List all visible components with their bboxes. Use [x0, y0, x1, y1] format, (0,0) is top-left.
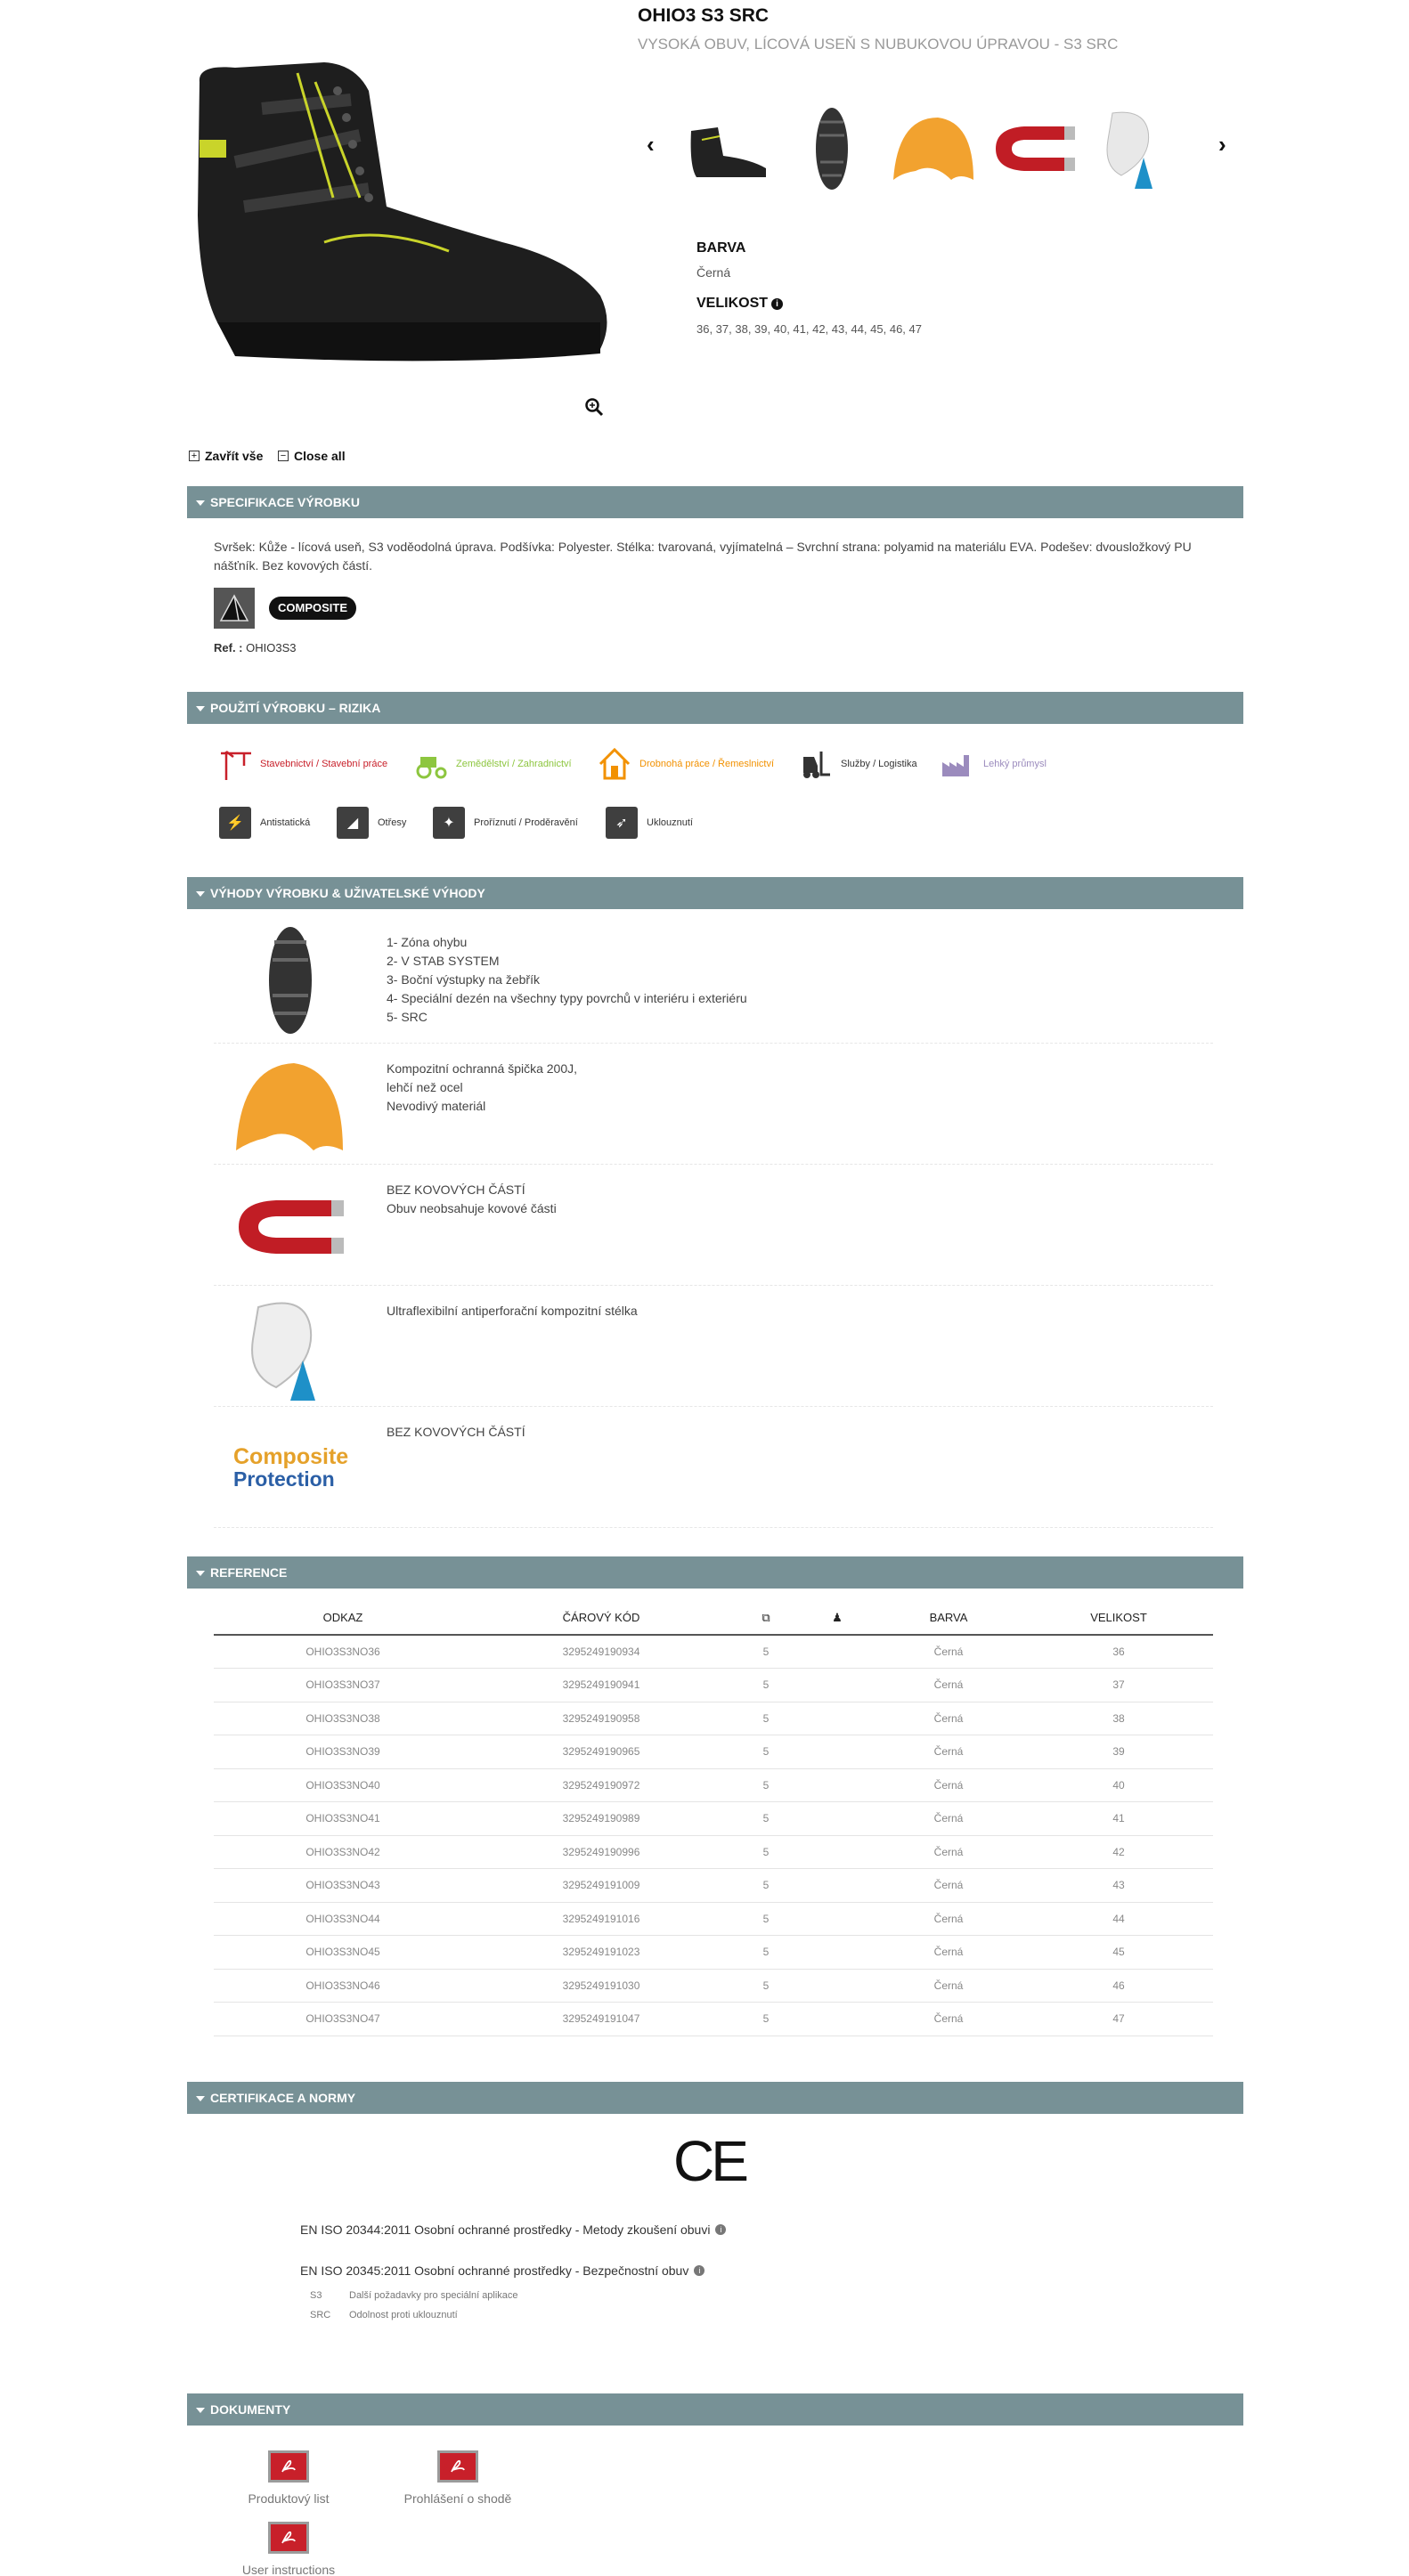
minus-icon: −: [278, 451, 289, 461]
table-cell: 3295249191009: [472, 1869, 730, 1903]
advantage-line: Obuv neobsahuje kovové části: [387, 1201, 557, 1215]
table-row: [214, 1936, 1213, 1970]
advantage-row: [214, 1165, 1213, 1286]
col-header: ČÁROVÝ KÓD: [472, 1601, 730, 1635]
table-cell: 44: [1024, 1902, 1213, 1936]
antistatic-icon: ⚡: [219, 807, 251, 839]
norm-text: EN ISO 20344:2011 Osobní ochranné prostředky - Metody zkoušení obuvi: [300, 2223, 711, 2237]
table-cell: 3295249191030: [472, 1969, 730, 2003]
table-cell: 5: [730, 1902, 802, 1936]
ce-mark: CE: [673, 2129, 745, 2193]
table-row: [214, 1702, 1213, 1735]
table-cell: OHIO3S3NO46: [214, 1969, 472, 2003]
advantage-line: Kompozitní ochranná špička 200J,: [387, 1061, 578, 1076]
crane-icon: [217, 746, 253, 782]
spec-description: Svršek: Kůže - lícová useň, S3 voděodolná úprava. Podšívka: Polyester. Stélka: tvarovaná, vyjímatelná – Svrchní strana: polyamid na materiálu EVA. Podešev: dvousložkový PU nášťník. Bez kovových částí.: [214, 540, 1192, 573]
doc-product-sheet[interactable]: [217, 2450, 360, 2506]
composite-badge: COMPOSITE: [269, 597, 356, 620]
table-cell: 5: [730, 2003, 802, 2036]
pdf-icon: [437, 2450, 478, 2483]
table-cell: 5: [730, 1735, 802, 1769]
thumb-insole[interactable]: [1088, 100, 1181, 198]
info-icon[interactable]: i: [694, 2265, 704, 2276]
ref-value: OHIO3S3: [246, 641, 297, 654]
advantage-row: [214, 917, 1213, 1044]
table-cell: 3295249190989: [472, 1802, 730, 1836]
table-cell: 3295249191023: [472, 1936, 730, 1970]
thumb-toecap[interactable]: [887, 100, 980, 198]
thumb-sole[interactable]: [786, 100, 878, 198]
doc-label[interactable]: User instructions: [241, 2563, 336, 2576]
risk-label: Uklouznutí: [647, 817, 693, 828]
box-icon: ⧉: [730, 1601, 802, 1635]
table-cell: [802, 1669, 873, 1702]
table-cell: 3295249190965: [472, 1735, 730, 1769]
risk-slip: [606, 807, 693, 839]
table-cell: [802, 1969, 873, 2003]
table-cell: [802, 1902, 873, 1936]
carousel-next-arrow[interactable]: ›: [1218, 131, 1226, 158]
tractor-icon: [413, 746, 449, 782]
size-label-row: [696, 296, 783, 312]
norm-detail: Odolnost proti uklouznutí: [349, 2310, 458, 2320]
table-cell: 3295249191047: [472, 2003, 730, 2036]
table-cell: Černá: [873, 1702, 1024, 1735]
table-cell: 42: [1024, 1835, 1213, 1869]
sector-agriculture: [413, 746, 572, 782]
table-cell: 5: [730, 1936, 802, 1970]
table-cell: 5: [730, 1768, 802, 1802]
doc-label[interactable]: Prohlášení o shodě: [403, 2491, 512, 2506]
table-cell: 39: [1024, 1735, 1213, 1769]
zoom-icon[interactable]: [584, 397, 607, 420]
norm-row: [300, 2263, 704, 2278]
table-row: [214, 1835, 1213, 1869]
risk-label: Antistatická: [260, 817, 311, 828]
table-cell: 37: [1024, 1669, 1213, 1702]
delta-logo: [214, 588, 255, 629]
section-title-advantages: VÝHODY VÝROBKU & UŽIVATELSKÉ VÝHODY: [210, 886, 485, 900]
table-row: [214, 1635, 1213, 1669]
person-icon: ♟: [802, 1601, 873, 1635]
table-cell: OHIO3S3NO37: [214, 1669, 472, 1702]
table-cell: 3295249191016: [472, 1902, 730, 1936]
advantage-line: 5- SRC: [387, 1010, 428, 1024]
table-cell: 5: [730, 1835, 802, 1869]
ref-label: Ref. :: [214, 641, 243, 654]
section-header-cert[interactable]: [187, 2082, 1243, 2114]
norm-detail-row: [310, 2285, 518, 2304]
sector-label: Stavebnictví / Stavební práce: [260, 759, 388, 769]
col-header: ODKAZ: [214, 1601, 472, 1635]
thumb-boot[interactable]: [682, 100, 775, 198]
close-all-toggle[interactable]: [278, 449, 346, 463]
factory-icon: [941, 746, 976, 782]
table-row: [214, 1768, 1213, 1802]
sector-crafts: [597, 746, 774, 782]
advantage-line: 4- Speciální dezén na všechny typy povrchů v interiéru i exteriéru: [387, 991, 747, 1005]
thumb-magnet[interactable]: [987, 100, 1079, 198]
section-header-docs[interactable]: [187, 2393, 1243, 2426]
main-product-image[interactable]: [182, 55, 618, 376]
table-cell: 43: [1024, 1869, 1213, 1903]
table-cell: [802, 2003, 873, 2036]
product-subtitle: VYSOKÁ OBUV, LÍCOVÁ USEŇ S NUBUKOVOU ÚPRAVOU - S3 SRC: [638, 36, 1119, 53]
advantage-row: [214, 1286, 1213, 1407]
size-value: 36, 37, 38, 39, 40, 41, 42, 43, 44, 45, 46, 47: [696, 322, 922, 336]
reference-table: [214, 1601, 1213, 2036]
sector-label: Služby / Logistika: [841, 759, 917, 769]
logo-line: Protection: [233, 1467, 335, 1491]
sole-icon: [265, 924, 315, 1036]
table-cell: Černá: [873, 1936, 1024, 1970]
reference-table-body: [214, 1635, 1213, 2036]
section-header-advantages[interactable]: [187, 877, 1243, 909]
table-cell: Černá: [873, 1669, 1024, 1702]
advantage-line: BEZ KOVOVÝCH ČÁSTÍ: [387, 1182, 525, 1197]
insole-icon: [240, 1289, 338, 1403]
forklift-icon: [798, 746, 834, 782]
section-header-usage[interactable]: [187, 692, 1243, 724]
table-cell: 5: [730, 1635, 802, 1669]
table-cell: Černá: [873, 2003, 1024, 2036]
table-cell: OHIO3S3NO39: [214, 1735, 472, 1769]
advantage-row: [214, 1407, 1213, 1528]
advantage-line: 3- Boční výstupky na žebřík: [387, 972, 540, 987]
table-cell: 5: [730, 1802, 802, 1836]
advantage-text: [387, 1423, 525, 1442]
table-cell: 5: [730, 1702, 802, 1735]
norm-details: [310, 2285, 518, 2324]
risk-label: Otřesy: [378, 817, 407, 828]
table-cell: OHIO3S3NO41: [214, 1802, 472, 1836]
table-cell: OHIO3S3NO45: [214, 1936, 472, 1970]
color-value: Černá: [696, 265, 731, 280]
advantage-line: 2- V STAB SYSTEM: [387, 954, 500, 968]
table-cell: 41: [1024, 1802, 1213, 1836]
col-header: BARVA: [873, 1601, 1024, 1635]
table-cell: 3295249190941: [472, 1669, 730, 1702]
section-header-reference[interactable]: [187, 1556, 1243, 1589]
table-cell: 47: [1024, 2003, 1213, 2036]
table-cell: 5: [730, 1969, 802, 2003]
table-cell: Černá: [873, 1869, 1024, 1903]
table-cell: [802, 1635, 873, 1669]
table-cell: Černá: [873, 1635, 1024, 1669]
table-row: [214, 1869, 1213, 1903]
slip-icon: ➶: [606, 807, 638, 839]
col-header: VELIKOST: [1024, 1601, 1213, 1635]
section-title-docs: DOKUMENTY: [210, 2402, 291, 2417]
puncture-icon: ✦: [433, 807, 465, 839]
section-title-cert: CERTIFIKACE A NORMY: [210, 2091, 356, 2105]
ref-row: [214, 641, 296, 654]
table-row: [214, 1802, 1213, 1836]
table-cell: Černá: [873, 1902, 1024, 1936]
advantage-row: [214, 1044, 1213, 1165]
sector-label: Drobnohá práce / Řemeslnictví: [639, 759, 775, 769]
table-cell: Černá: [873, 1835, 1024, 1869]
table-cell: 45: [1024, 1936, 1213, 1970]
section-title-usage: POUŽITÍ VÝROBKU – RIZIKA: [210, 701, 381, 715]
table-cell: 38: [1024, 1702, 1213, 1735]
table-cell: OHIO3S3NO47: [214, 2003, 472, 2036]
table-row: [214, 1669, 1213, 1702]
table-cell: 3295249190996: [472, 1835, 730, 1869]
table-cell: 46: [1024, 1969, 1213, 2003]
section-header-spec[interactable]: [187, 486, 1243, 518]
advantage-text: [387, 1302, 638, 1321]
table-cell: [802, 1802, 873, 1836]
table-cell: [802, 1702, 873, 1735]
table-cell: [802, 1735, 873, 1769]
table-cell: Černá: [873, 1969, 1024, 2003]
table-cell: [802, 1936, 873, 1970]
norm-code: SRC: [310, 2310, 331, 2320]
norm-row: [300, 2223, 726, 2237]
table-cell: 3295249190958: [472, 1702, 730, 1735]
risk-antistatic: [219, 807, 310, 839]
sector-logistics: [798, 746, 917, 782]
sector-label: Lehký průmysl: [983, 759, 1047, 769]
table-cell: 3295249190972: [472, 1768, 730, 1802]
table-cell: OHIO3S3NO38: [214, 1702, 472, 1735]
table-cell: OHIO3S3NO40: [214, 1768, 472, 1802]
norm-detail: Další požadavky pro speciální aplikace: [349, 2290, 518, 2301]
advantage-line: Nevodivý materiál: [387, 1099, 486, 1113]
table-row: [214, 2003, 1213, 2036]
shock-icon: ◢: [337, 807, 369, 839]
info-icon[interactable]: i: [771, 298, 783, 310]
table-cell: [802, 1869, 873, 1903]
pdf-icon: [268, 2450, 309, 2483]
composite-protection-logo: [233, 1446, 348, 1491]
table-cell: 40: [1024, 1768, 1213, 1802]
close-all-label: Close all: [294, 449, 346, 463]
sector-label: Zemědělství / Zahradnictví: [456, 759, 572, 769]
table-cell: OHIO3S3NO43: [214, 1869, 472, 1903]
section-title-reference: REFERENCE: [210, 1565, 288, 1580]
table-row: [214, 1735, 1213, 1769]
size-label: VELIKOST: [696, 296, 769, 311]
pdf-icon: [268, 2522, 309, 2554]
advantage-line: Ultraflexibilní antiperforační kompozitní stélka: [387, 1304, 638, 1318]
table-cell: [802, 1835, 873, 1869]
section-title-spec: SPECIFIKACE VÝROBKU: [210, 495, 361, 509]
advantage-text: [387, 1181, 557, 1218]
table-cell: OHIO3S3NO42: [214, 1835, 472, 1869]
table-cell: 3295249190934: [472, 1635, 730, 1669]
risk-puncture: [433, 807, 578, 839]
norm-code: S3: [310, 2290, 322, 2301]
plus-icon: +: [189, 451, 200, 461]
risk-label: Proříznutí / Proděravění: [474, 817, 578, 828]
table-cell: Černá: [873, 1768, 1024, 1802]
table-cell: Černá: [873, 1802, 1024, 1836]
advantage-line: 1- Zóna ohybu: [387, 935, 468, 949]
advantage-text: [387, 1060, 577, 1116]
table-cell: 36: [1024, 1635, 1213, 1669]
table-row: [214, 1902, 1213, 1936]
advantage-text: [387, 933, 747, 1027]
risk-shock: [337, 807, 406, 839]
info-icon[interactable]: i: [715, 2224, 726, 2235]
advantage-line: BEZ KOVOVÝCH ČÁSTÍ: [387, 1425, 525, 1439]
table-cell: [802, 1768, 873, 1802]
table-cell: Černá: [873, 1735, 1024, 1769]
expand-all-label: Zavřít vše: [205, 449, 264, 463]
logo-line: Composite: [233, 1444, 349, 1469]
product-title: OHIO3 S3 SRC: [638, 5, 770, 26]
doc-declaration[interactable]: [387, 2450, 529, 2506]
toecap-icon: [232, 1052, 347, 1159]
table-row: [214, 1969, 1213, 2003]
sector-construction: [217, 746, 387, 782]
doc-user-instructions[interactable]: [217, 2522, 360, 2576]
norm-text: EN ISO 20345:2011 Osobní ochranné prostředky - Bezpečnostní obuv: [300, 2263, 689, 2278]
house-icon: [597, 746, 632, 782]
sector-industry: [941, 746, 1047, 782]
expand-all-toggle[interactable]: [189, 449, 263, 463]
table-cell: OHIO3S3NO44: [214, 1902, 472, 1936]
carousel-prev-arrow[interactable]: ‹: [647, 131, 655, 158]
table-cell: 5: [730, 1869, 802, 1903]
color-label: BARVA: [696, 240, 746, 256]
norm-detail-row: [310, 2304, 518, 2324]
table-header-row: [214, 1601, 1213, 1635]
advantage-line: lehčí než ocel: [387, 1080, 463, 1094]
doc-label[interactable]: Produktový list: [248, 2491, 330, 2506]
magnet-icon: [232, 1191, 347, 1263]
table-cell: 5: [730, 1669, 802, 1702]
table-cell: OHIO3S3NO36: [214, 1635, 472, 1669]
